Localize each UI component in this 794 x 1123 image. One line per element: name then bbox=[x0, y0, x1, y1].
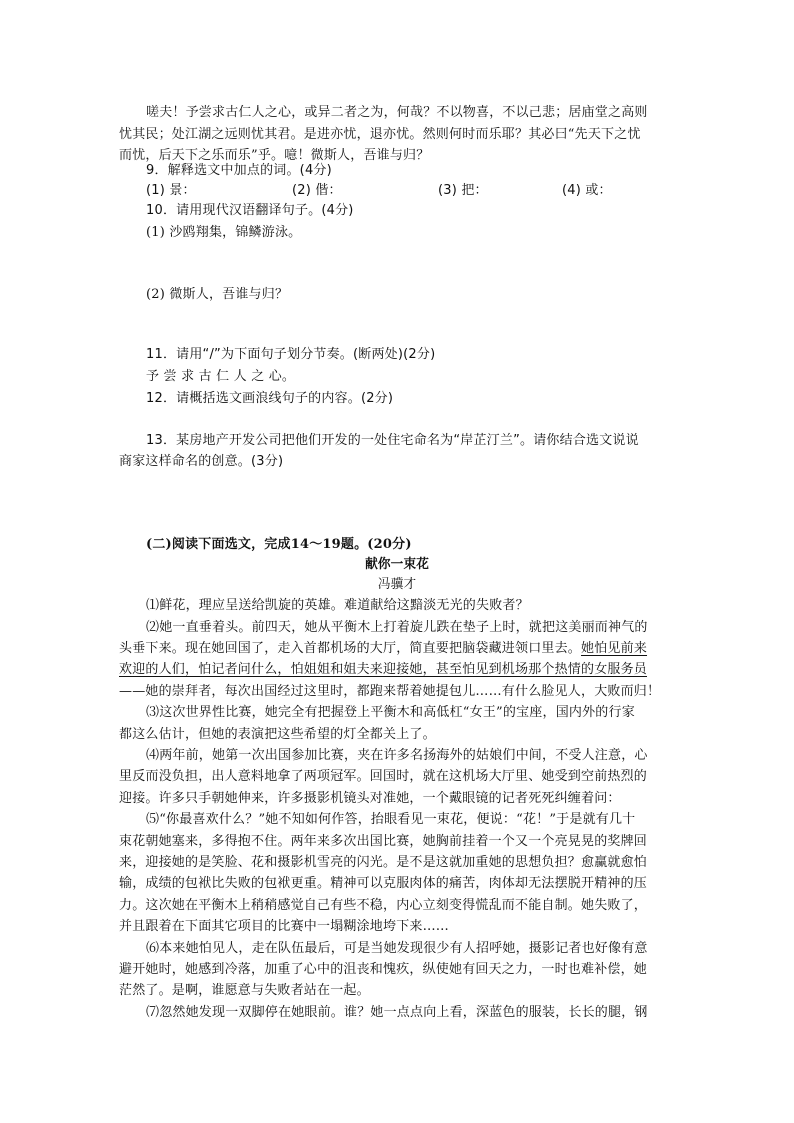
question-10-sentence-1: (1) 沙鸥翔集，锦鳞游泳。 bbox=[146, 225, 302, 240]
paragraph-line: ⑶这次世界性比赛，她完全有把握登上平衡木和高低杠“女王”的宝座，国内外的行家 bbox=[146, 705, 635, 720]
paragraph-line: ⑺忽然她发现一双脚停在她眼前。谁？她一点点向上看，深蓝色的服装，长长的腿，钢 bbox=[146, 1005, 648, 1020]
paragraph-line: 里反而没负担，出人意料地拿了两项冠军。回国时，就在这机场大厅里、她受到空前热烈的 bbox=[119, 769, 648, 784]
question-13-line: 商家这样命名的创意。(3分) bbox=[119, 454, 284, 469]
paragraph-line: ⑷两年前，她第一次出国参加比赛，夹在许多名扬海外的姑娘们中间，不受人注意，心 bbox=[146, 748, 648, 763]
paragraph-line: 都这么估计，但她的表演把这些希望的灯全都关上了。 bbox=[119, 727, 436, 742]
question-11-prompt: 11．请用“/”为下面句子划分节奏。(断两处)(2分) bbox=[146, 347, 436, 362]
paragraph-line: 力。这次她在平衡木上稍稍感觉自己有些不稳，内心立刻变得慌乱而不能自制。她失败了， bbox=[119, 898, 648, 913]
paragraph-line: 茫然了。是啊，谁愿意与失败者站在一起。 bbox=[119, 983, 370, 998]
paragraph-line bbox=[119, 640, 647, 658]
article-author: 冯骥才 bbox=[377, 577, 417, 592]
paragraph-line: 输，成绩的包袱比失败的包袱更重。精神可以克服肉体的痛苦，肉体却无法摆脱开精神的压 bbox=[119, 876, 648, 891]
paragraph-line: 来，迎接她的是笑脸、花和摄影机雪亮的闪光。是不是这就加重她的思想负担？愈赢就愈怕 bbox=[119, 855, 648, 870]
wavy-underlined-sentence: 欢迎的人们，怕记者问什么，怕姐姐和姐夫来迎接她，甚至怕见到机场那个热情的女服务员 bbox=[119, 662, 648, 677]
paragraph-line: ——她的崇拜者，每次出国经过这里时，都跑来帮着她提包儿……有什么脸见人，大败而归！ bbox=[119, 684, 661, 699]
question-9-items bbox=[146, 182, 646, 200]
paragraph-text: 头垂下来。现在她回国了，走入首都机场的大厅，简直要把脑袋藏进领口里去。 bbox=[119, 641, 582, 656]
paragraph-line: 迎接。许多只手朝她伸来，许多摄影机镜头对准她，一个戴眼镜的记者死死纠缠着问： bbox=[119, 791, 621, 806]
article-title: 献你一束花 bbox=[365, 557, 430, 572]
passage-line: 嗟夫！予尝求古仁人之心，或异二者之为，何哉？不以物喜，不以己悲；居庙堂之高则 bbox=[146, 105, 648, 120]
paragraph-line: 并且跟着在下面其它项目的比赛中一塌糊涂地垮下来…… bbox=[119, 919, 450, 934]
question-11-sentence: 予 尝 求 古 仁 人 之 心。 bbox=[146, 369, 296, 384]
question-9-prompt: 9．解释选文中加点的词。(4分) bbox=[146, 163, 332, 178]
paragraph-line: ⑴鲜花，理应呈送给凯旋的英雄。难道献给这黯淡无光的失败者？ bbox=[146, 598, 529, 613]
question-13-line: 13．某房地产开发公司把他们开发的一处住宅命名为“岸芷汀兰”。请你结合选文说说 bbox=[146, 433, 639, 448]
q9-item-2: (2) 偕： bbox=[292, 183, 342, 198]
section-heading: (二)阅读下面选文，完成14～19题。(20分) bbox=[146, 537, 412, 552]
question-10-prompt: 10．请用现代汉语翻译句子。(4分) bbox=[146, 203, 354, 218]
paragraph-line: 避开她时，她感到冷落，加重了心中的沮丧和愧疚，纵使她有回天之力，一时也难补偿，她 bbox=[119, 962, 648, 977]
paragraph-line: ⑵她一直垂着头。前四天，她从平衡木上打着旋儿跌在垫子上时，就把这美丽而神气的 bbox=[146, 620, 648, 635]
q9-item-3: (3) 把： bbox=[438, 183, 488, 198]
paragraph-line: ⑸“你最喜欢什么？”她不知如何作答，抬眼看见一束花，便说：“花！”于是就有几十 bbox=[146, 812, 636, 827]
wavy-underlined-sentence: 她怕见前来 bbox=[581, 641, 648, 656]
paragraph-line: ⑹本来她怕见人，走在队伍最后，可是当她发现很少有人招呼她，摄影记者也好像有意 bbox=[146, 941, 648, 956]
passage-line: 而忧，后天下之乐而乐”乎。噫！微斯人，吾谁与归？ bbox=[119, 148, 430, 163]
paragraph-line: 束花朝她塞来，多得抱不住。两年来多次出国比赛，她胸前挂着一个又一个亮晃晃的奖牌回 bbox=[119, 834, 648, 849]
question-10-sentence-2: (2) 微斯人，吾谁与归？ bbox=[146, 287, 289, 302]
q9-item-4: (4) 或： bbox=[562, 183, 612, 198]
passage-line: 忧其民；处江湖之远则忧其君。是进亦忧，退亦忧。然则何时而乐耶？其必曰“先天下之忧 bbox=[119, 127, 641, 142]
question-12-prompt: 12．请概括选文画浪线句子的内容。(2分) bbox=[146, 391, 394, 406]
q9-item-1: (1) 景： bbox=[146, 183, 196, 198]
